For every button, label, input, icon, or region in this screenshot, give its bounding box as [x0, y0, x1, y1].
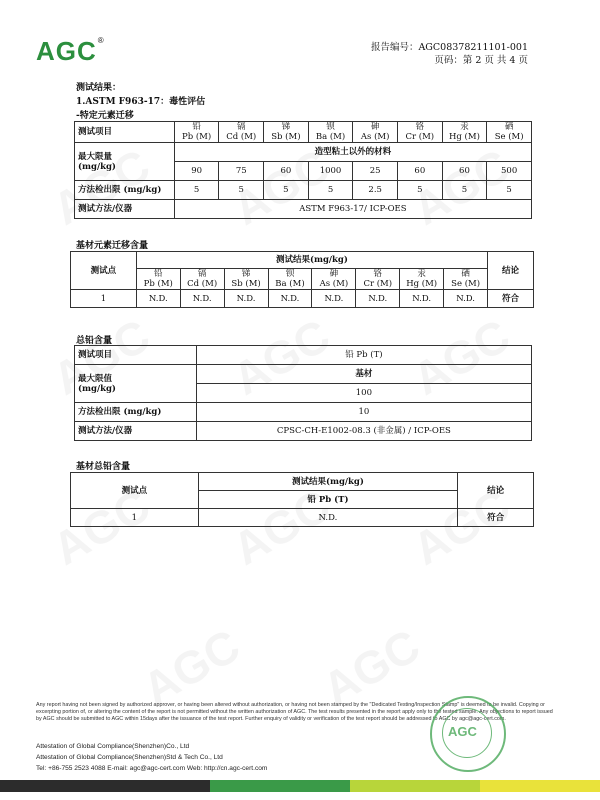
- table-row: [75, 403, 532, 422]
- logo-letter: A: [36, 36, 56, 66]
- element-en: As (M): [353, 132, 398, 143]
- limit-value: 100: [196, 384, 531, 403]
- point-header: 测试点: [71, 252, 137, 290]
- agc-logo: [36, 36, 104, 67]
- element-cn: 砷: [312, 269, 356, 280]
- substrate-migration-table: [70, 251, 534, 308]
- element-en: Cd (M): [219, 132, 264, 143]
- mdl-label: 方法检出限 (mg/kg): [75, 403, 197, 422]
- element-cn: 汞: [442, 122, 487, 133]
- limit-unit: (mg/kg): [78, 161, 116, 172]
- result-value: N.D.: [198, 509, 457, 527]
- contact-line: Tel: +86-755 2523 4088 E-mail: agc@agc-cert.com Web: http://cn.agc-cert.com: [36, 765, 268, 772]
- conclusion-header: 结论: [458, 473, 534, 509]
- footer-disclaimer: Any report having not been signed by authorized approver, or having been altered without authorization, or having not been stamped by the "Dedicated Testing/Inspection Stamp" is deemed to be invalid. Copying or excerpting portion of, or altering the content of the report is not permitted without the written authorization of AGC. The test results presented in the report apply only to the tested sample. Any objections to report issued by AGC should be submitted to AGC within 15days after the issuance of the test report. Further enquiry of validity or verification of the test report should be addressed to AGC by agc@agc-cert.com.: [36, 702, 553, 722]
- substrate-total-lead-table: [70, 472, 534, 527]
- result-value: N.D.: [356, 290, 400, 308]
- element-en: Cr (M): [398, 132, 443, 143]
- element-cn: 砷: [353, 122, 398, 133]
- element-en: Cr (M): [356, 279, 400, 290]
- limit-label: 最大限值: [78, 373, 113, 384]
- element-cn: 硒: [444, 269, 488, 280]
- element-en: Se (M): [487, 132, 532, 143]
- element-cn: 铅: [174, 122, 219, 133]
- result-value: N.D.: [180, 290, 224, 308]
- point-header: 测试点: [71, 473, 199, 509]
- element-cn: 汞: [400, 269, 444, 280]
- method-value: CPSC-CH-E1002-08.3 (非金属) / ICP-OES: [196, 422, 531, 441]
- point-value: 1: [71, 290, 137, 308]
- element-en: Sb (M): [224, 279, 268, 290]
- element-cn: 钡: [268, 269, 312, 280]
- total-lead-limit-table: [74, 345, 532, 441]
- element-en: Sb (M): [264, 132, 309, 143]
- table-row: [75, 122, 532, 133]
- element-en: Se (M): [444, 279, 488, 290]
- limit-value: 60: [398, 162, 443, 181]
- section-title-astm: 1.ASTM F963-17：毒性评估: [76, 97, 206, 107]
- section-title: 测试结果：: [76, 83, 122, 93]
- result-header: 测试结果(mg/kg): [198, 473, 457, 491]
- bar-segment: [0, 780, 210, 792]
- method-value: ASTM F963-17/ ICP-OES: [174, 200, 531, 219]
- compliance-stamp: [430, 696, 506, 772]
- element-cn: 镉: [219, 122, 264, 133]
- element-en: Hg (M): [442, 132, 487, 143]
- point-value: 1: [71, 509, 199, 527]
- mdl-value: 5: [264, 181, 309, 200]
- limit-value: 1000: [308, 162, 353, 181]
- mdl-value: 5: [442, 181, 487, 200]
- bar-segment: [480, 780, 600, 792]
- section-title-substrate-total-lead: 基材总铅含量: [76, 462, 131, 472]
- limit-value: 60: [264, 162, 309, 181]
- result-value: N.D.: [400, 290, 444, 308]
- mdl-value: 5: [398, 181, 443, 200]
- element-cn: 锑: [224, 269, 268, 280]
- table-row: [75, 143, 532, 162]
- company-line-2: Attestation of Global Compliance(Shenzhen)Std & Tech Co., Ltd: [36, 754, 223, 761]
- element-en: As (M): [312, 279, 356, 290]
- table-row: [75, 422, 532, 441]
- conclusion-value: 符合: [458, 509, 534, 527]
- element-en: Pb (M): [174, 132, 219, 143]
- section-subtitle: -特定元素迁移: [76, 111, 134, 121]
- limit-value: 60: [442, 162, 487, 181]
- mdl-value: 2.5: [353, 181, 398, 200]
- element-cn: 镉: [180, 269, 224, 280]
- element-cn: 铬: [398, 122, 443, 133]
- result-value: N.D.: [312, 290, 356, 308]
- conclusion-value: 符合: [488, 290, 534, 308]
- limit-value: 90: [174, 162, 219, 181]
- bar-segment: [210, 780, 350, 792]
- footer-color-bar: [0, 780, 600, 792]
- table-row: [71, 269, 534, 280]
- result-value: N.D.: [224, 290, 268, 308]
- substrate-label: 基材: [196, 365, 531, 384]
- method-label: 测试方法/仪器: [75, 200, 175, 219]
- table-row: [75, 346, 532, 365]
- result-header: 测试结果(mg/kg): [136, 252, 487, 269]
- element-en: Ba (M): [308, 132, 353, 143]
- method-label: 测试方法/仪器: [75, 422, 197, 441]
- logo-letter: G: [55, 36, 78, 66]
- mdl-value: 5: [219, 181, 264, 200]
- stamp-text: AGC: [448, 724, 477, 739]
- conclusion-header: 结论: [488, 252, 534, 290]
- row-label: 测试项目: [75, 122, 175, 143]
- table-row: [71, 473, 534, 491]
- page-number: 页码：第 2 页 共 4 页: [434, 55, 528, 66]
- mdl-value: 5: [308, 181, 353, 200]
- logo-letter: C: [77, 36, 97, 66]
- element-cn: 铅: [136, 269, 180, 280]
- section-title-substrate-migration: 基材元素迁移含量: [76, 241, 149, 251]
- table-row: [71, 279, 534, 290]
- limit-value: 75: [219, 162, 264, 181]
- mdl-value: 5: [174, 181, 219, 200]
- registered-mark: ®: [97, 36, 104, 45]
- result-value: N.D.: [444, 290, 488, 308]
- astm-limit-table: [74, 121, 532, 219]
- limit-value: 25: [353, 162, 398, 181]
- mdl-value: 5: [487, 181, 532, 200]
- table-row: [71, 290, 534, 308]
- element-en: Hg (M): [400, 279, 444, 290]
- company-line-1: Attestation of Global Compliance(Shenzhen)Co., Ltd: [36, 743, 190, 750]
- bar-segment: [350, 780, 480, 792]
- table-row: [75, 365, 532, 384]
- limit-unit: (mg/kg): [78, 383, 116, 394]
- report-number: 报告编号：AGC08378211101-001: [370, 42, 528, 53]
- limit-value: 500: [487, 162, 532, 181]
- table-row: [75, 181, 532, 200]
- limit-label-cell: [75, 365, 197, 403]
- material-label: 造型粘土以外的材料: [174, 143, 531, 162]
- table-row: [71, 252, 534, 269]
- table-row: [71, 509, 534, 527]
- table-row: [75, 200, 532, 219]
- item-value: 铅 Pb (T): [196, 346, 531, 365]
- section-title-total-lead: 总铅含量: [76, 336, 113, 346]
- lead-sub-header: 铅 Pb (T): [198, 491, 457, 509]
- mdl-label: 方法检出限 (mg/kg): [75, 181, 175, 200]
- mdl-value: 10: [196, 403, 531, 422]
- element-en: Pb (M): [136, 279, 180, 290]
- limit-label: 最大限量: [78, 151, 113, 162]
- element-cn: 硒: [487, 122, 532, 133]
- element-en: Cd (M): [180, 279, 224, 290]
- footer-address: [36, 741, 267, 774]
- element-en: Ba (M): [268, 279, 312, 290]
- item-label: 测试项目: [75, 346, 197, 365]
- result-value: N.D.: [136, 290, 180, 308]
- element-cn: 钡: [308, 122, 353, 133]
- limit-label-cell: [75, 143, 175, 181]
- element-cn: 铬: [356, 269, 400, 280]
- result-value: N.D.: [268, 290, 312, 308]
- element-cn: 锑: [264, 122, 309, 133]
- report-header: [371, 41, 528, 67]
